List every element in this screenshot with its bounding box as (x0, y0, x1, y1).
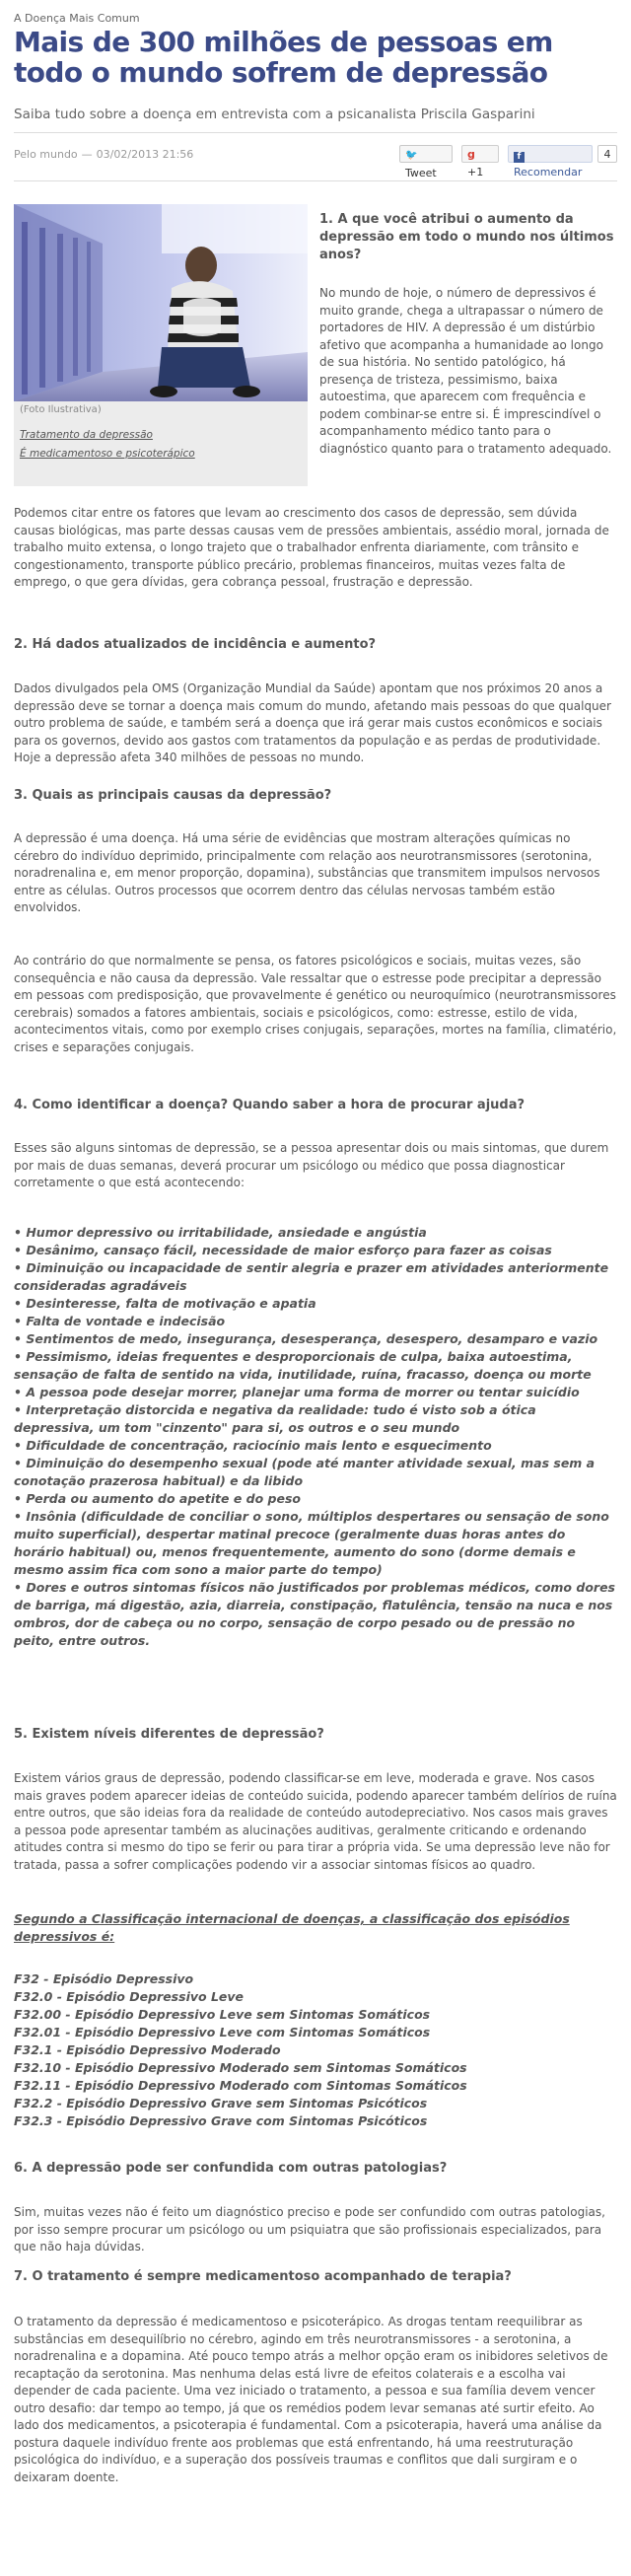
article-subtitle: Saiba tudo sobre a doença em entrevista com a psicanalista Priscila Gasparini (14, 107, 535, 122)
classification-item: F32.2 - Episódio Depressivo Grave sem Sintomas Psicóticos (14, 2096, 428, 2111)
figure-link-treatment[interactable]: Tratamento da depressão (20, 429, 153, 441)
symptom-item: • Falta de vontade e indecisão (14, 1314, 226, 1328)
article-figure (14, 204, 308, 486)
question-1: 1. A que você atribui o aumento da depressão em todo o mundo nos últimos anos? (319, 212, 614, 262)
photo-caption: (Foto Ilustrativa) (20, 404, 102, 415)
classification-item: F32.3 - Episódio Depressivo Grave com Sintomas Psicóticos (14, 2113, 428, 2128)
figure-link-medication[interactable]: É medicamentoso e psicoterápico (20, 448, 195, 460)
symptom-item: • Diminuição do desempenho sexual (pode até manter atividade sexual, mas sem a conotação prazerosa habitual) e da libido (14, 1456, 596, 1488)
question-4: 4. Como identificar a doença? Quando saber a hora de procurar ajuda? (14, 1098, 526, 1112)
question-7: 7. O tratamento é sempre medicamentoso acompanhado de terapia? (14, 2269, 512, 2284)
classification-item: F32.1 - Episódio Depressivo Moderado (14, 2042, 281, 2057)
tweet-label: Tweet (405, 167, 437, 179)
divider (14, 180, 617, 181)
question-3: 3. Quais as principais causas da depressão? (14, 788, 332, 803)
classification-item: F32.0 - Episódio Depressivo Leve (14, 1989, 245, 2004)
facebook-count: 4 (597, 145, 617, 163)
question-6: 6. A depressão pode ser confundida com outras patologias? (14, 2161, 448, 2176)
symptom-list (14, 1224, 617, 1650)
article-author: Pelo mundo (14, 148, 78, 161)
google-plus-icon: g (467, 148, 475, 161)
symptom-item: • Humor depressivo ou irritabilidade, ansiedade e angústia (14, 1225, 427, 1240)
google-plus-button[interactable] (461, 145, 499, 179)
question-2: 2. Há dados atualizados de incidência e aumento? (14, 637, 377, 652)
answer-7-paragraph-1: O tratamento da depressão é medicamentoso e psicoterápico. As drogas tentam reequilibrar as substâncias em desequilíbrio no cérebro, agindo em três neurotransmissores - a serotonina, a noradrenalina e a dopamina. Até pouco tempo atrás a melhor opção eram os inibidores seletivos de recaptação da serotonina. Mas nenhuma delas está livre de efeitos colaterais e a escolha vai depender de cada paciente. Uma vez iniciado o tratamento, a pessoa e sua família devem vencer outro desafio: dar tempo ao tempo, já que os remédios podem levar semanas até surtir efeito. Ao lado dos medicamentos, a psicoterapia é fundamental. Com a psicoterapia, haverá uma análise da postura daquele indivíduo frente aos problemas que está enfrentando, há uma reestruturação psicológica do indivíduo, e a superação dos possíveis traumas e conflitos que dali surgiram e o deixaram doente. (14, 2315, 608, 2484)
classification-item: F32.00 - Episódio Depressivo Leve sem Sintomas Somáticos (14, 2007, 431, 2022)
question-5: 5. Existem níveis diferentes de depressão? (14, 1727, 324, 1742)
fb-label: Recomendar (514, 166, 583, 179)
symptom-item: • Desinteresse, falta de motivação e apatia (14, 1296, 316, 1311)
answer-1-paragraph-2: Podemos citar entre os fatores que levam ao crescimento dos casos de depressão, sem dúvida causas biológicas, mas parte dessas causas vem de pressões ambientais, assédio moral, jornada de trabalho muito extensa, o longo trajeto que o trabalhador enfrenta diariamente, com trânsito e congestionamento, transporte público precário, problemas financeiros, muitas vezes falta de emprego, o que gera dívidas, gera cobrança pessoal, frustração e depressão. (14, 506, 609, 589)
facebook-icon: f (514, 152, 525, 163)
twitter-bird-icon: 🐦 (405, 150, 418, 161)
symptom-item: • Interpretação distorcida e negativa da realidade: tudo é visto sob a ótica depressiva, um tom "cinzento" para si, os outros e o seu mundo (14, 1402, 536, 1435)
classification-item: F32.01 - Episódio Depressivo Leve com Sintomas Somáticos (14, 2025, 431, 2039)
symptom-item: • Dificuldade de concentração, raciocínio mais lento e esquecimento (14, 1438, 492, 1453)
symptom-item: • Insônia (dificuldade de conciliar o sono, múltiplos despertares ou sensação de sono muito superficial), despertar matinal precoce (geralmente duas horas antes do horário habitual) ou, menos frequentemente, aumento do sono (dorme demais e mesmo assim fica com sono a maior parte do tempo) (14, 1509, 609, 1577)
symptom-item: • Perda ou aumento do apetite e do peso (14, 1491, 302, 1506)
facebook-recommend-button[interactable] (508, 145, 593, 179)
answer-5-paragraph-1: Existem vários graus de depressão, podendo classificar-se em leve, moderada e grave. Nos casos mais graves podem aparecer ideias de conteúdo suicida, podendo aparecer também delírios de ruína entre outros, que são ideias fora da realidade de conteúdo autodepreciativo. Nos casos mais graves a pessoa pode apresentar também as alucinações auditivas, geralmente criticando e ordenando atitudes contra si mesmo do tipo se ferir ou para tirar a própria vida. Se uma depressão leve não for tratada, passa a sofrer complicações podendo vir a associar sintomas físicos ao quadro. (14, 1771, 617, 1872)
divider (14, 132, 617, 133)
answer-4-paragraph-1: Esses são alguns sintomas de depressão, se a pessoa apresentar dois ou mais sintomas, que durem por mais de duas semanas, deverá procurar um psicólogo ou médico que possa diagnosticar corretamente o que está acontecendo: (14, 1141, 609, 1189)
article-date: 03/02/2013 21:56 (96, 148, 194, 161)
article-title: Mais de 300 milhões de pessoas em todo o mundo sofrem de depressão (14, 26, 553, 89)
tweet-button[interactable] (399, 145, 453, 179)
answer-6-paragraph-1: Sim, muitas vezes não é feito um diagnóstico preciso e pode ser confundido com outras patologias, por isso sempre procurar um psicólogo ou um psiquiatra que são profissionais especializados, para que não haja dúvidas. (14, 2205, 605, 2254)
gplus-label: +1 (467, 166, 484, 179)
symptom-item: • Desânimo, cansaço fácil, necessidade de maior esforço para fazer as coisas (14, 1243, 552, 1257)
symptom-item: • Pessimismo, ideias frequentes e desproporcionais de culpa, baixa autoestima, sensação de falta de sentido na vida, inutilidade, ruína, fracasso, doença ou morte (14, 1349, 592, 1382)
article-photo (14, 204, 308, 401)
article-kicker: A Doença Mais Comum (14, 12, 140, 25)
classification-list (14, 1970, 617, 2130)
classification-item: F32.10 - Episódio Depressivo Moderado sem Sintomas Somáticos (14, 2060, 467, 2075)
symptom-item: • Sentimentos de medo, insegurança, desesperança, desespero, desamparo e vazio (14, 1331, 598, 1346)
answer-2-paragraph-1: Dados divulgados pela OMS (Organização Mundial da Saúde) apontam que nos próximos 20 anos a depressão deve se tornar a doença mais comum do mundo, afetando mais pessoas do que qualquer outro problema de saúde, e também será a doença que irá gerar mais custos econômicos e sociais para os governos, devido aos gastos com tratamentos da população e as perdas de produtividade. Hoje a depressão afeta 340 milhões de pessoas no mundo. (14, 681, 611, 764)
classification-item: F32 - Episódio Depressivo (14, 1971, 194, 1986)
symptom-item: • A pessoa pode desejar morrer, planejar uma forma de morrer ou tentar suicídio (14, 1385, 580, 1399)
classification-item: F32.11 - Episódio Depressivo Moderado com Sintomas Somáticos (14, 2078, 467, 2093)
classification-heading: Segundo a Classificação internacional de doenças, a classificação dos episódios depressivos é: (14, 1911, 570, 1944)
answer-3-paragraph-2: Ao contrário do que normalmente se pensa, os fatores psicológicos e sociais, muitas vezes, são consequência e não causa da depressão. Vale ressaltar que o estresse pode precipitar a depressão em pessoas com predisposição, que provavelmente é genético ou neuroquímico (neurotransmissores cerebrais) somados a fatores ambientais, sociais e psicológicos, como: estresse, estilo de vida, acontecimentos vitais, como por exemplo crises conjugais, separações, mortes na família, climatério, crises e separações conjugais. (14, 954, 617, 1054)
answer-3-paragraph-1: A depressão é uma doença. Há uma série de evidências que mostram alterações químicas no cérebro do indivíduo deprimido, principalmente com relação aos neurotransmissores (serotonina, noradrenalina e, em menor proporção, dopamina), substâncias que transmitem impulsos nervosos entre as células. Outros processos que ocorrem dentro das células nervosas também estão envolvidos. (14, 831, 600, 914)
article-meta: Pelo mundo — 03/02/2013 21:56 (14, 148, 194, 161)
symptom-item: • Dores e outros sintomas físicos não justificados por problemas médicos, como dores de barriga, má digestão, azia, diarreia, constipação, flatulência, tensão na nuca e nos ombros, dor de cabeça ou no corpo, sensação de corpo pesado ou de pressão no peito, entre outros. (14, 1580, 615, 1648)
answer-1-paragraph-1: No mundo de hoje, o número de depressivos é muito grande, chega a ultrapassar o número de portadores de HIV. A depressão é um distúrbio afetivo que acompanha a humanidade ao longo de sua história. No sentido patológico, há presença de tristeza, pessimismo, baixa autoestima, que aparecem com frequência e podem combinar-se entre si. É imprescindível o acompanhamento médico tanto para o diagnóstico quanto para o tratamento adequado. (319, 286, 612, 456)
symptom-item: • Diminuição ou incapacidade de sentir alegria e prazer em atividades anteriormente consideradas agradáveis (14, 1260, 609, 1293)
